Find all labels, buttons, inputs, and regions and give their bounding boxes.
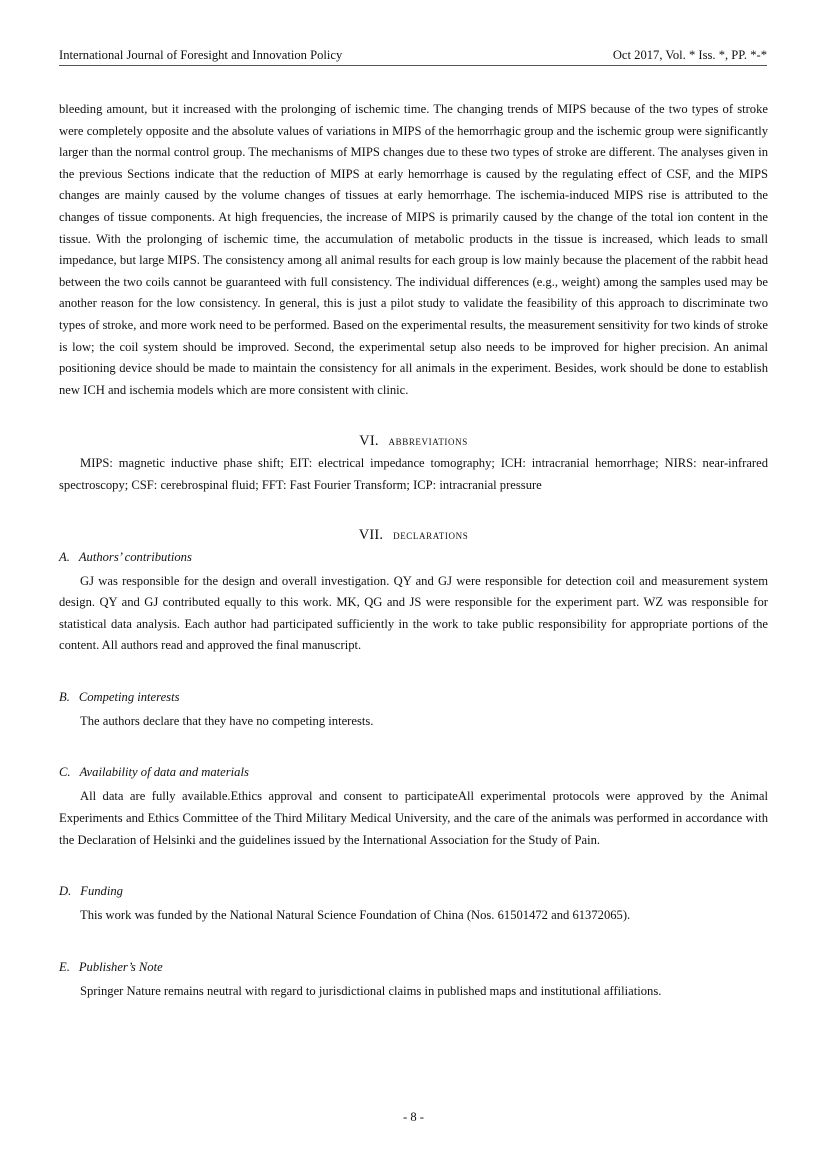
- section-title: declarations: [393, 526, 469, 542]
- subsection-title: Publisher’s Note: [78, 959, 163, 974]
- page-header: [59, 47, 767, 66]
- abbreviations-text: MIPS: magnetic inductive phase shift; EIT: electrical impedance tomography; ICH: intracranial hemorrhage; NIRS: near-infrared spectroscopy; CSF: cerebrospinal fluid; FFT: Fast Fourier Transform; ICP: intracranial pressure: [59, 456, 768, 492]
- authors-contributions-text: GJ was responsible for the design and overall investigation. QY and GJ were responsible for detection coil and measurement system design. QY and GJ contributed equally to this work. MK, QG and JS were responsible for the experiment part. WZ was responsible for statistical data analysis. Each author had participated sufficiently in the work to take public responsibility for appropriate portions of the content. All authors read and approved the final manuscript.: [59, 573, 768, 653]
- subsection-heading-publishers-note: [59, 957, 768, 977]
- section-number: VI.: [359, 433, 379, 450]
- journal-title: International Journal of Foresight and Innovation Policy: [59, 48, 343, 62]
- subsection-title: Funding: [80, 884, 123, 899]
- section-title: abbreviations: [388, 433, 468, 449]
- subsection-letter: C.: [59, 765, 71, 780]
- funding-text: This work was funded by the National Natural Science Foundation of China (Nos. 61501472 and 61372065).: [80, 908, 631, 923]
- publishers-note-text: Springer Nature remains neutral with regard to jurisdictional claims in published maps and institutional affiliations.: [80, 983, 662, 998]
- subsection-heading-authors-contributions: [59, 547, 768, 567]
- body-paragraph: bleeding amount, but it increased with the prolonging of ischemic time. The changing trends of MIPS because of the two types of stroke were completely opposite and the absolute values of variations in MIPS of the hemorrhagic group and the ischemic group were significantly larger than the normal control group. The mechanisms of MIPS changes due to these two types of stroke are different. The analyses given in the previous Sections indicate that the reduction of MIPS at early hemorrhage is caused by the regulating effect of CSF, and the MIPS changes are mainly caused by the volume changes of tissues at early hemorrhage. The ischemia-induced MIPS rise is attributed to the changes of tissue components. At high frequencies, the increase of MIPS is primarily caused by the change of the total ion content in the tissue. With the prolonging of ischemic time, the accumulation of metabolic products in the tissue is increased, which leads to small impedance, but large MIPS. The consistency among all animal results for each group is low mainly because the placement of the rabbit head between the two coils cannot be guaranteed with full consistency. The individual differences (e.g., weight) among the samples used may be another reason for the low consistency. In general, this is just a pilot study to validate the feasibility of this approach to discriminate two types of stroke, and more work need to be performed. Based on the experimental results, the measurement sensitivity for two kinds of stroke is low; the coil system should be improved. Second, the experimental setup also needs to be improved for higher precision. An animal positioning device should be made to maintain the consistency for all animals in the experiment. Besides, work should be done to establish new ICH and ischemia models which are more consistent with clinic.: [59, 102, 768, 397]
- subsection-letter: E.: [59, 959, 70, 974]
- availability-text: All data are fully available.Ethics approval and consent to participateAll experimental protocols were approved by the Animal Experiments and Ethics Committee of the Third Military Medical University, and the care of the animals was performed in accordance with the Declaration of Helsinki and the guidelines issued by the International Association for the Study of Pain.: [59, 789, 768, 847]
- page-content: [59, 99, 768, 1002]
- subsection-letter: B.: [59, 689, 70, 704]
- page-number: - 8 -: [403, 1110, 424, 1124]
- subsection-title: Authors’ contributions: [78, 549, 192, 564]
- subsection-heading-competing-interests: [59, 687, 768, 707]
- subsection-heading-funding: [59, 881, 768, 901]
- subsection-title: Competing interests: [78, 689, 180, 704]
- issue-info: Oct 2017, Vol. * Iss. *, PP. *-*: [612, 48, 767, 62]
- section-number: VII.: [358, 526, 384, 543]
- subsection-letter: D.: [59, 884, 72, 899]
- section-heading-declarations: [59, 525, 768, 545]
- section-heading-abbreviations: [59, 431, 768, 451]
- competing-interests-text: The authors declare that they have no competing interests.: [80, 713, 374, 728]
- subsection-heading-availability: [59, 762, 768, 782]
- subsection-letter: A.: [59, 549, 70, 564]
- subsection-title: Availability of data and materials: [79, 765, 249, 780]
